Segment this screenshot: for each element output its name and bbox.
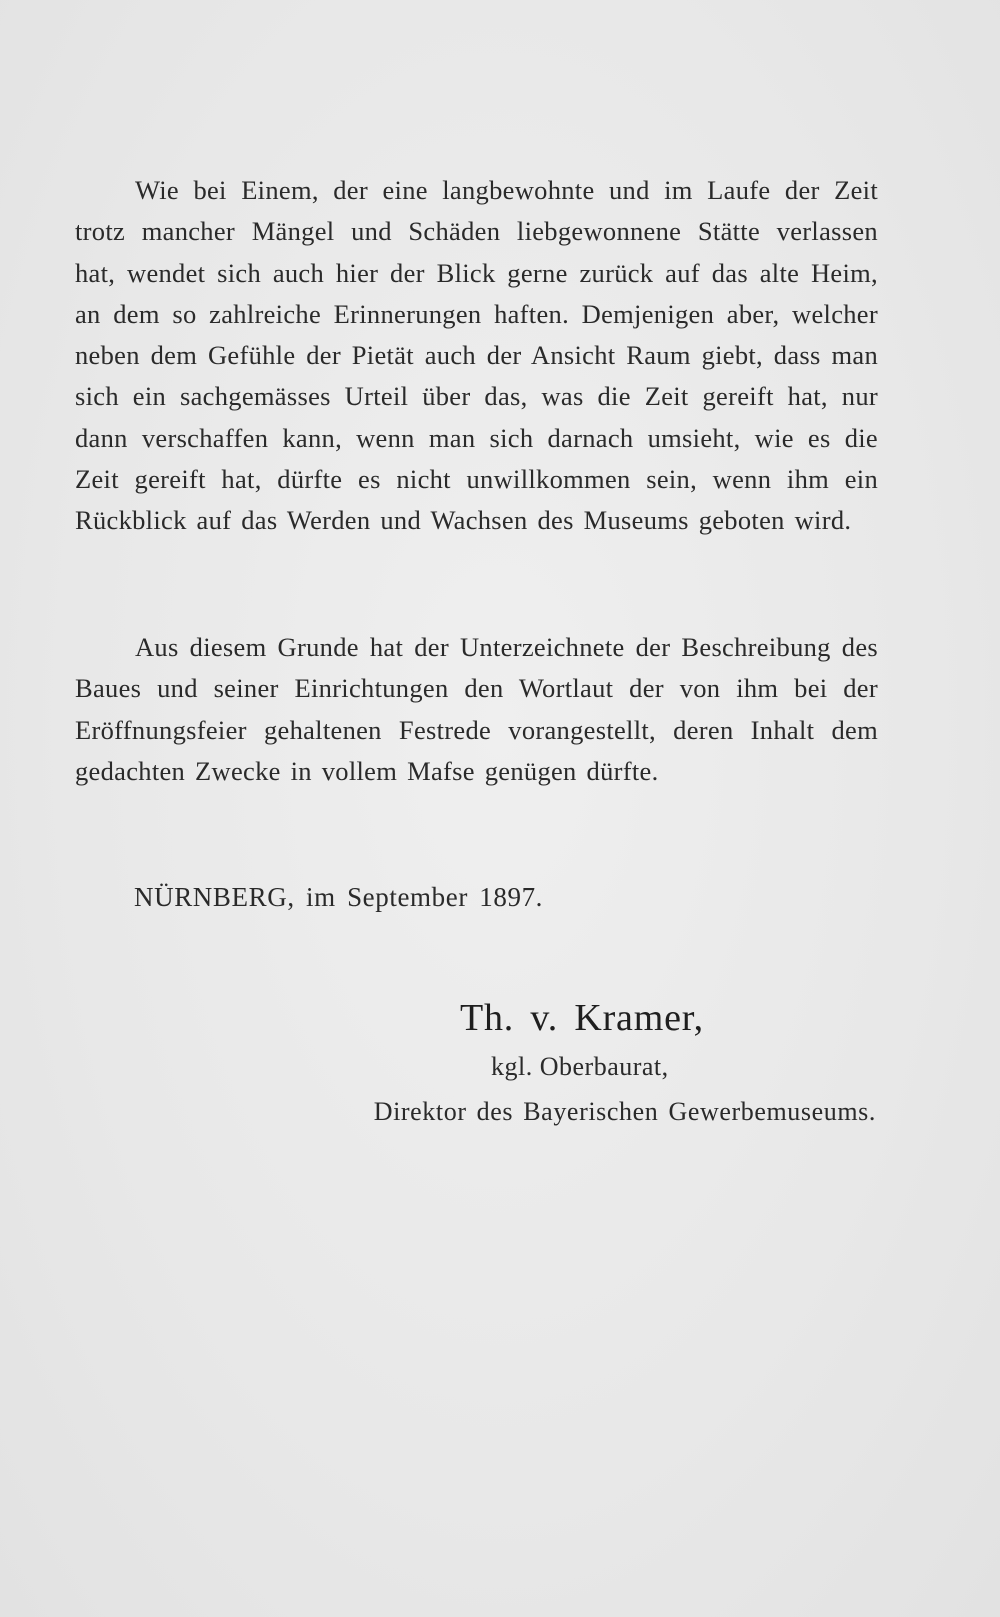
paragraph-1 xyxy=(75,170,878,542)
paragraph-2-text: Aus diesem Grunde hat der Unterzeichnete der Beschreibung des Baues und seiner Einrichtungen den Wortlaut der von ihm bei der Eröffnungsfeier gehaltenen Festrede vorangestellt, deren Inhalt dem gedachten Zwecke in vollem Mafse genügen dürfte. xyxy=(75,632,878,786)
paragraph-2 xyxy=(75,627,878,792)
paragraph-1-text: Wie bei Einem, der eine langbewohnte und im Laufe der Zeit trotz mancher Mängel und Schäden liebgewonnene Stätte verlassen hat, wendet sich auch hier der Blick gerne zurück auf das alte Heim, an dem so zahlreiche Erinnerungen haften. Demjenigen aber, welcher neben dem Gefühle der Pietät auch der Ansicht Raum giebt, dass man sich ein sachgemässes Urteil über das, was die Zeit gereift hat, nur dann verschaffen kann, wenn man sich darnach umsieht, wie es die Zeit gereift hat, dürfte es nicht unwillkommen sein, wenn ihm ein Rückblick auf das Werden und Wachsen des Museums geboten wird. xyxy=(75,175,878,536)
signature-name: Th. v. Kramer, xyxy=(460,997,704,1039)
dateline: NÜRNBERG, im September 1897. xyxy=(134,882,544,912)
signature-title: kgl. Oberbaurat, xyxy=(491,1052,669,1081)
signature-role: Direktor des Bayerischen Gewerbemuseums. xyxy=(373,1097,876,1126)
